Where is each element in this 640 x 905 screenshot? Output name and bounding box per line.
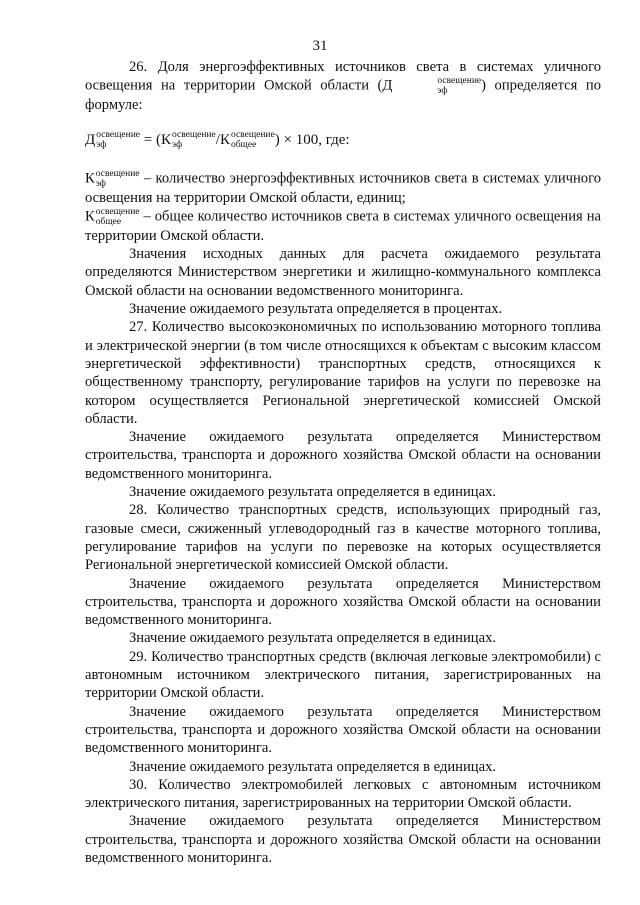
- paragraph-26: [85, 58, 601, 115]
- formula-slash: /: [215, 131, 220, 148]
- formula-k1: К: [160, 131, 171, 148]
- formula-tail: ) × 100, где:: [274, 131, 350, 148]
- formula-d-sup: освещение: [96, 130, 141, 141]
- paragraph-26-text-end: ) определяется по формуле:: [85, 77, 601, 114]
- formula-d-indices: [96, 130, 140, 150]
- sub-ef: эф: [437, 86, 448, 97]
- paragraph-30: 30. Количество электромобилей легковых с автономным источником электрического питания, зарегистрированных на территории Омской области.: [85, 776, 601, 812]
- paragraph-source-data: Значения исходных данных для расчета ожидаемого результата определяются Министерством энергетики и жилищно-коммунального комплекса Омской области на основании ведомственного мониторинга.: [85, 246, 601, 299]
- paragraph-29-units: Значение ожидаемого результата определяется в единицах.: [129, 758, 497, 775]
- def2-sup: освещение: [95, 206, 140, 217]
- paragraph-27: 27. Количество высокоэкономичных по использованию моторного топлива и электрической энергии (в том числе относящихся к объектам с высоким классом энергетической эффективности) транспортных средств, относящихся к общественному транспорту, регулирование тарифов на услуги по перевозке на котором осуществляется Региональной энергетической комиссией Омской области.: [85, 319, 601, 427]
- paragraph-28: 28. Количество транспортных средств, использующих природный газ, газовые смеси, сжиженный углеводородный газ в качестве моторного топлива, регулирование тарифов на услуги по перевозке на которых осуществляется Региональной энергетической комиссией Омской области.: [85, 502, 601, 574]
- def2-text: – общее количество источников света в системах уличного освещения на территории Омской области.: [85, 208, 601, 244]
- paragraph-28-ministry: Значение ожидаемого результата определяется Министерством строительства, транспорта и дорожного хозяйства Омской области на основании ведомственного мониторинга.: [85, 575, 601, 629]
- symbol-d-indices: [393, 76, 481, 96]
- formula-k1-sup: освещение: [172, 130, 216, 141]
- paragraph-26-text: 26. Доля энергоэффективных источников света в системах уличного освещения на территории Омской области (Д: [85, 59, 601, 94]
- def1-sub: эф: [95, 178, 106, 189]
- paragraph-29-ministry: Значение ожидаемого результата определяется Министерством строительства, транспорта и дорожного хозяйства Омской области на основании ведомственного мониторинга.: [85, 703, 601, 757]
- formula-d: Д: [85, 131, 96, 148]
- formula: [85, 127, 601, 153]
- formula-equals: = (: [140, 131, 161, 148]
- formula-k2-sup: освещение: [230, 130, 275, 141]
- def2-sub: общее: [95, 216, 122, 227]
- def1-k: К: [85, 169, 95, 186]
- definition-k-ef: [85, 169, 601, 207]
- page-number: 31: [312, 38, 328, 54]
- paragraph-27-ministry: Значение ожидаемого результата определяется Министерством строительства, транспорта и дорожного хозяйства Омской области на основании ведомственного мониторинга.: [85, 429, 601, 482]
- document-body: [85, 58, 601, 867]
- formula-k2-indices: [231, 130, 275, 150]
- definition-k-obshchee: [85, 207, 601, 245]
- formula-k1-sub: эф: [172, 140, 183, 151]
- formula-k2: К: [219, 131, 230, 148]
- formula-d-sub: эф: [96, 140, 107, 151]
- def2-k: К: [85, 208, 95, 225]
- sup-osveshchenie: освещение: [437, 76, 482, 87]
- formula-k2-sub: общее: [230, 140, 257, 151]
- def1-indices: [96, 169, 140, 189]
- paragraph-29: 29. Количество транспортных средств (включая легковые электромобили) с автономным источником электрического питания, зарегистрированных на территории Омской области.: [85, 648, 601, 702]
- def2-indices: [96, 207, 140, 227]
- formula-k1-indices: [172, 130, 216, 150]
- def1-text: – количество энергоэффективных источников света в системах уличного освещения на территории Омской области, единиц;: [85, 169, 601, 206]
- paragraph-30-ministry: Значение ожидаемого результата определяется Министерством строительства, транспорта и дорожного хозяйства Омской области на основании ведомственного мониторинга.: [85, 813, 601, 866]
- def1-sup: освещение: [95, 168, 140, 179]
- paragraph-percent: Значение ожидаемого результата определяется в процентах.: [129, 301, 503, 318]
- paragraph-28-units: Значение ожидаемого результата определяется в единицах.: [129, 630, 497, 647]
- paragraph-27-units: Значение ожидаемого результата определяется в единицах.: [129, 484, 497, 501]
